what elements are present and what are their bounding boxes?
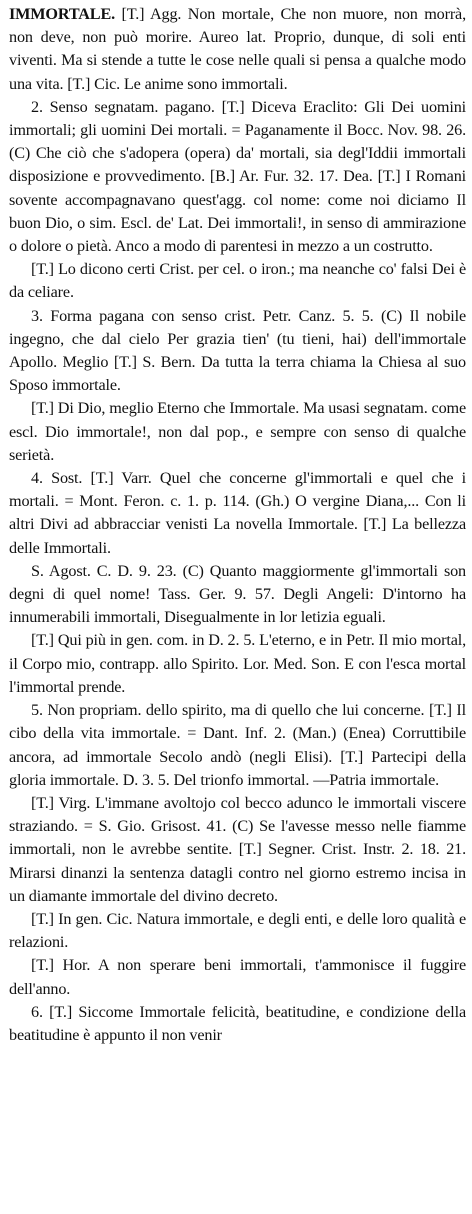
entry-paragraph-1 bbox=[9, 3, 466, 96]
entry-paragraph-11: [T.] In gen. Cic. Natura immortale, e degli enti, e delle loro qualità e relazioni. bbox=[9, 909, 466, 952]
entry-paragraph-10: [T.] Virg. L'immane avoltojo col becco adunco le immortali viscere straziando. = S. Gio. Grisost. 41. (C) Se l'avesse messo nelle fiamme immortali, non le avrebbe sentite. [T.] Segner. Crist. Instr. 2. 18. 21. Mirarsi dinanzi la sentenza datagli contro nel giorno estremo incisa in un diamante immortale del divino decreto. bbox=[9, 793, 466, 905]
entry-paragraph-9: 5. Non propriam. dello spirito, ma di quello che lui concerne. [T.] Il cibo della vita immortale. = Dant. Inf. 2. (Man.) (Enea) Corruttibile ancora, ad immortale Secolo andò (negli Elisi). [T.] Partecipi della gloria immortale. D. 3. 5. Del trionfo immortal. —Patria immortale. bbox=[9, 701, 466, 789]
entry-paragraph-4: 3. Forma pagana con senso crist. Petr. Canz. 5. 5. (C) Il nobile ingegno, che dal cielo Per grazia tien' (tu tieni, hai) dell'immortale Apollo. Meglio [T.] S. Bern. Da tutta la terra chiama la Chiesa al suo Sposo immortale. bbox=[9, 306, 466, 395]
entry-paragraph-12: [T.] Hor. A non sperare beni immortali, t'ammonisce il fuggire dell'anno. bbox=[9, 956, 466, 998]
entry-paragraph-6: 4. Sost. [T.] Varr. Quel che concerne gl'immortali e quel che i mortali. = Mont. Feron. c. 1. p. 114. (Gh.) O vergine Diana,... Con li altri Divi ad abbracciar venisti La novella Immortale. [T.] La bellezza delle Immortali. bbox=[9, 469, 466, 557]
entry-paragraph-1-text: [T.] Agg. Non mortale, Che non muore, non morrà, non deve, non può morire. Aureo lat. Proprio, dunque, di soli enti viventi. Ma si stende a tutte le cose nelle quali si pensa a qualche modo una vita. [T.] Cic. Le anime sono immortali. bbox=[9, 5, 466, 93]
entry-paragraph-3: [T.] Lo dicono certi Crist. per cel. o iron.; ma neanche co' falsi Dei è da celiare. bbox=[9, 260, 466, 302]
entry-paragraph-7: S. Agost. C. D. 9. 23. (C) Quanto maggiormente gl'immortali son degni di quel nome! Tass. Ger. 9. 57. Degli Angeli: D'intorno ha innumerabili immortali, Disegualmente in lor letizia eguali. bbox=[9, 561, 466, 627]
entry-headword: IMMORTALE. bbox=[9, 5, 115, 23]
entry-paragraph-2: 2. Senso segnatam. pagano. [T.] Diceva Eraclito: Gli Dei uomini immortali; gli uomini Dei mortali. = Paganamente il Bocc. Nov. 98. 26. (C) Che ciò che s'adopera (opera) da' mortali, sia degl'Iddii immortali disposizione e provvedimento. [B.] Ar. Fur. 32. 17. Dea. [T.] I Romani sovente accompagnavano quest'agg. col nome: come noi diciamo Il buon Dio, o sim. Escl. de' Lat. Dei immortali!, in senso di ammirazione o dolore o pietà. Anco a modo di parentesi in mezzo a un costrutto. bbox=[9, 97, 466, 256]
entry-paragraph-5: [T.] Di Dio, meglio Eterno che Immortale. Ma usasi segnatam. come escl. Dio immortale!, non dal pop., e sempre con senso di qualche serietà. bbox=[9, 399, 466, 464]
entry-paragraph-13: 6. [T.] Siccome Immortale felicità, beatitudine, e condizione della beatitudine è appunto il non venir bbox=[9, 1002, 466, 1044]
entry-paragraph-8: [T.] Qui più in gen. com. in D. 2. 5. L'eterno, e in Petr. Il mio mortal, il Corpo mio, contrapp. allo Spirito. Lor. Med. Son. E con l'esca mortal l'immortal prende. bbox=[9, 631, 466, 696]
